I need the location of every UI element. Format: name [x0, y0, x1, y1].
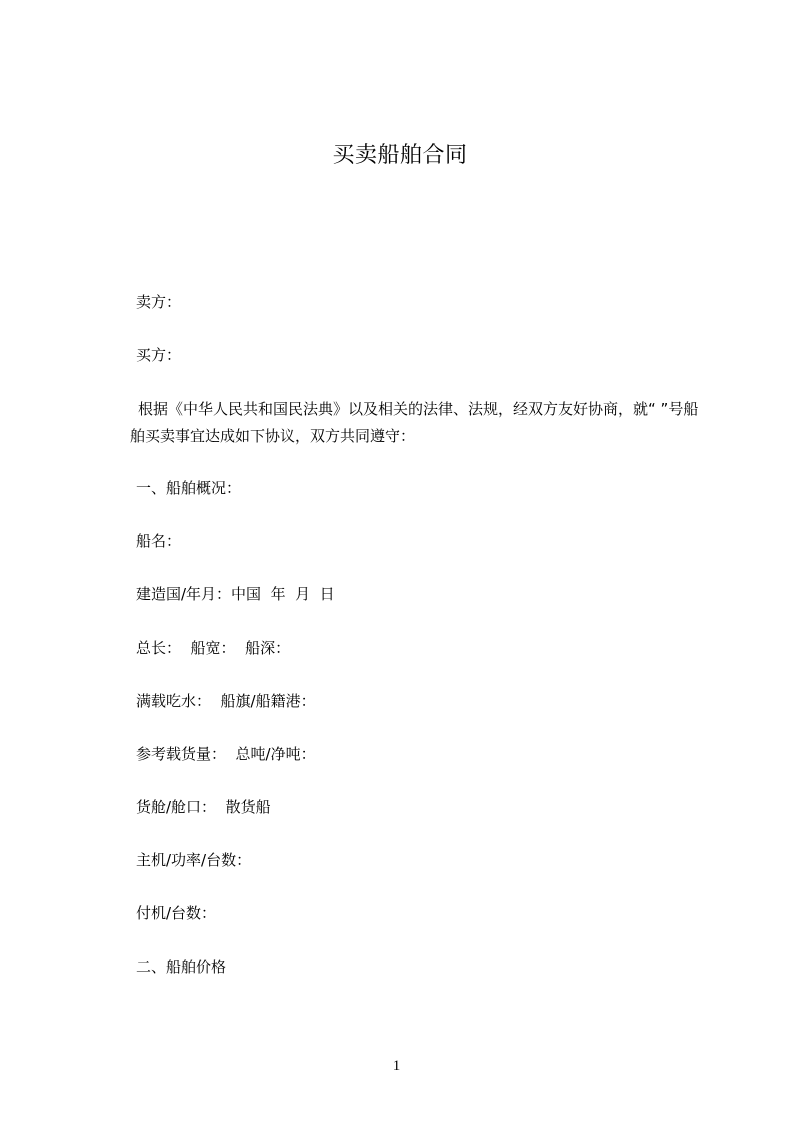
hold-hatch-type-field: 货舱/舱口： 散货船: [136, 798, 271, 816]
aux-engine-field: 付机/台数：: [136, 904, 217, 922]
draft-flag-port-field: 满载吃水： 船旗/船籍港：: [136, 692, 316, 710]
dimensions-field: 总长： 船宽： 船深：: [136, 639, 291, 657]
document-title: 买卖船舶合同: [332, 143, 468, 168]
ship-name-field: 船名：: [136, 532, 182, 550]
intro-paragraph: [130, 396, 710, 450]
intro-paragraph-text: 根据《中华人民共和国民法典》以及相关的法律、法规，经双方友好协商，就“ ”号船舶买卖事宜达成如下协议，双方共同遵守：: [130, 400, 699, 445]
capacity-tonnage-field: 参考载货量： 总吨/净吨：: [136, 745, 316, 763]
section1-heading: 一、船舶概况：: [136, 479, 242, 497]
section2-heading: 二、船舶价格: [136, 958, 227, 976]
page-number: 1: [392, 1058, 401, 1074]
main-engine-field: 主机/功率/台数：: [136, 851, 252, 869]
build-country-date-field: 建造国/年月：中国 年 月 日: [136, 585, 335, 603]
buyer-label: 买方：: [136, 346, 182, 364]
seller-label: 卖方：: [136, 293, 182, 311]
